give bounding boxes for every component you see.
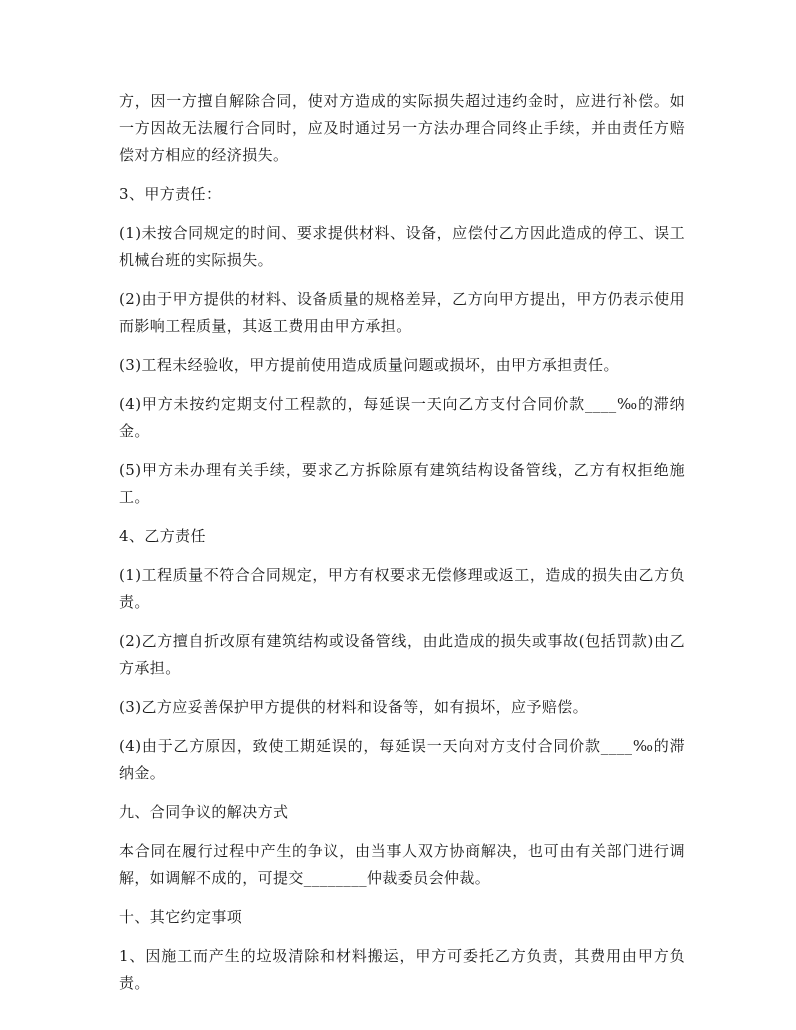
paragraph-party-b-item-4: (4)由于乙方原因，致使工期延误的，每延误一天向对方支付合同价款____‰的滞纳金。 — [119, 737, 685, 782]
paragraph-party-a-item-5: (5)甲方未办理有关手续，要求乙方拆除原有建筑结构设备管线，乙方有权拒绝施工。 — [119, 461, 685, 506]
heading-party-b-responsibility: 4、乙方责任 — [119, 527, 206, 545]
heading-party-a-responsibility: 3、甲方责任： — [119, 185, 222, 203]
heading-other-matters: 十、其它约定事项 — [119, 908, 243, 926]
paragraph-party-b-item-3: (3)乙方应妥善保护甲方提供的材料和设备等，如有损坏，应予赔偿。 — [119, 698, 589, 716]
paragraph-party-a-item-3: (3)工程未经验收，甲方提前使用造成质量问题或损坏，由甲方承担责任。 — [119, 356, 619, 374]
paragraph-party-b-item-1: (1)工程质量不符合合同规定，甲方有权要求无偿修理或返工，造成的损失由乙方负责。 — [119, 566, 685, 611]
paragraph-other-matters-item-1: 1、因施工而产生的垃圾清除和材料搬运，甲方可委托乙方负责，其费用由甲方负责。 — [119, 947, 685, 992]
paragraph-party-a-item-4: (4)甲方未按约定期支付工程款的，每延误一天向乙方支付合同价款____‰的滞纳金。 — [119, 395, 685, 440]
heading-dispute-resolution: 九、合同争议的解决方式 — [119, 803, 289, 821]
paragraph-party-a-item-2: (2)由于甲方提供的材料、设备质量的规格差异，乙方向甲方提出，甲方仍表示使用而影响工程质量，其返工费用由甲方承担。 — [119, 290, 685, 335]
paragraph-party-a-item-1: (1)未按合同规定的时间、要求提供材料、设备，应偿付乙方因此造成的停工、误工机械台班的实际损失。 — [119, 224, 685, 269]
document-body — [119, 88, 685, 1009]
paragraph-compensation: 方，因一方擅自解除合同，使对方造成的实际损失超过违约金时，应进行补偿。如一方因故无法履行合同时，应及时通过另一方法办理合同终止手续，并由责任方赔偿对方相应的经济损失。 — [119, 92, 685, 164]
paragraph-dispute-resolution: 本合同在履行过程中产生的争议，由当事人双方协商解决，也可由有关部门进行调解，如调解不成的，可提交________仲裁委员会仲裁。 — [119, 842, 685, 887]
paragraph-party-b-item-2: (2)乙方擅自折改原有建筑结构或设备管线，由此造成的损失或事故(包括罚款)由乙方承担。 — [119, 632, 685, 677]
